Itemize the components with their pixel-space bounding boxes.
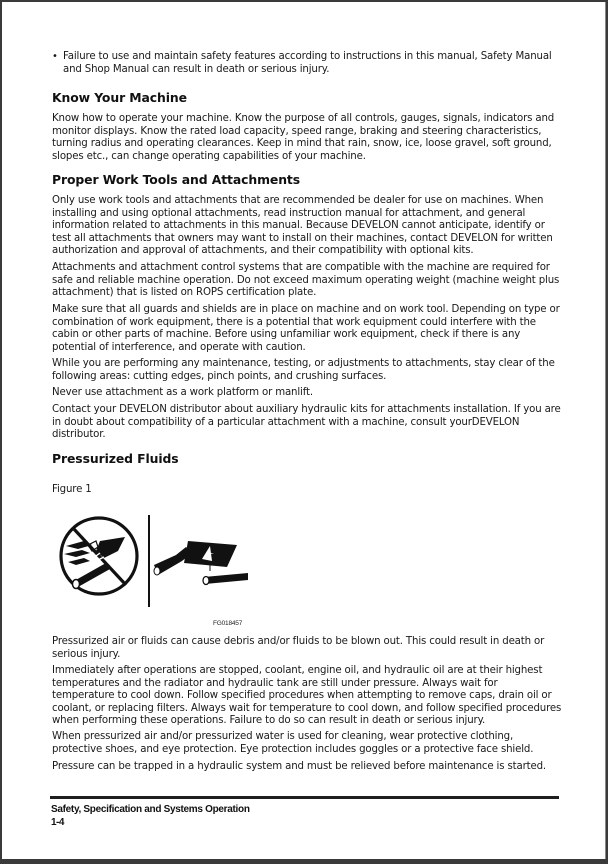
paragraph: Never use attachment as a work platform or manlift. [52, 387, 313, 398]
paragraph: Pressure can be trapped in a hydraulic system and must be relieved before maintenance is started. [52, 761, 546, 772]
heading-pressurized-fluids: Pressurized Fluids [52, 451, 179, 466]
footer-divider [50, 796, 559, 799]
heading-know-your-machine: Know Your Machine [52, 90, 187, 105]
paragraph: Contact your DEVELON distributor about auxiliary hydraulic kits for attachments installation. If you are in doubt about compatibility of a particular attachment with a machine, consult yourDEVELON distributor. [52, 404, 561, 441]
figure-code: FG018457 [213, 620, 243, 627]
figure-pressurized-fluid-warning [54, 515, 254, 610]
paragraph: When pressurized air and/or pressurized water is used for cleaning, wear protective clothing, protective shoes, and eye protection. Eye protection includes goggles or a protective face shield. [52, 731, 534, 755]
paragraph: Immediately after operations are stopped, coolant, engine oil, and hydraulic oil are at their highest temperatures and the radiator and hydraulic tank are still under pressure. Always wait for temperature to cool down. Follow specified procedures when attempting to remove caps, drain oil or coolant, or replacing filters. Always wait for temperature to cool down, and follow specified procedures when performing these operations. Failure to do so can result in death or serious injury. [52, 665, 562, 727]
footer-title: Safety, Specification and Systems Operation [51, 804, 250, 815]
paragraph: While you are performing any maintenance, testing, or adjustments to attachments, stay clear of the following areas: cutting edges, pinch points, and crushing surfaces. [52, 358, 555, 382]
paragraph: Make sure that all guards and shields are in place on machine and on work tool. Depending on type or combination of work equipment, there is a potential that work equipment could interfere with the cabin or other parts of machine. Before using unfamiliar work equipment, check if there is any potential of interference, and operate with caution. [52, 304, 560, 353]
bullet-text: Failure to use and maintain safety features according to instructions in this manual, Safety Manual and Shop Manual can result in death or serious injury. [63, 51, 552, 75]
paragraph: Attachments and attachment control systems that are compatible with the machine are required for safe and reliable machine operation. Do not exceed maximum operating weight (machine weight plus attachment) that is listed on ROPS certification plate. [52, 262, 560, 299]
pressurized-fluid-warning-icon [54, 515, 254, 610]
footer-page-number: 1-4 [51, 817, 64, 828]
bullet-dot-icon: • [52, 51, 58, 62]
heading-proper-work-tools: Proper Work Tools and Attachments [52, 172, 301, 187]
paragraph: Know how to operate your machine. Know the purpose of all controls, gauges, signals, indicators and monitor displays. Know the rated load capacity, speed range, braking and steering characteristics, turning radius and operating clearances. Keep in mind that rain, snow, ice, loose gravel, soft ground, slopes etc., can change operating capabilities of your machine. [52, 113, 555, 162]
bullet-item [52, 51, 562, 76]
document-page [2, 2, 606, 859]
paragraph: Pressurized air or fluids can cause debris and/or fluids to be blown out. This could result in death or serious injury. [52, 636, 545, 660]
paragraph: Only use work tools and attachments that are recommended be dealer for use on machines. When installing and using optional attachments, read instruction manual for attachment, and general information related to attachments in this manual. Because DEVELON cannot anticipate, identify or test all attachments that owners may want to install on their machines, contact DEVELON for written authorization and approval of attachments, and their compatibility with optional kits. [52, 195, 553, 257]
figure-label: Figure 1 [52, 484, 92, 495]
